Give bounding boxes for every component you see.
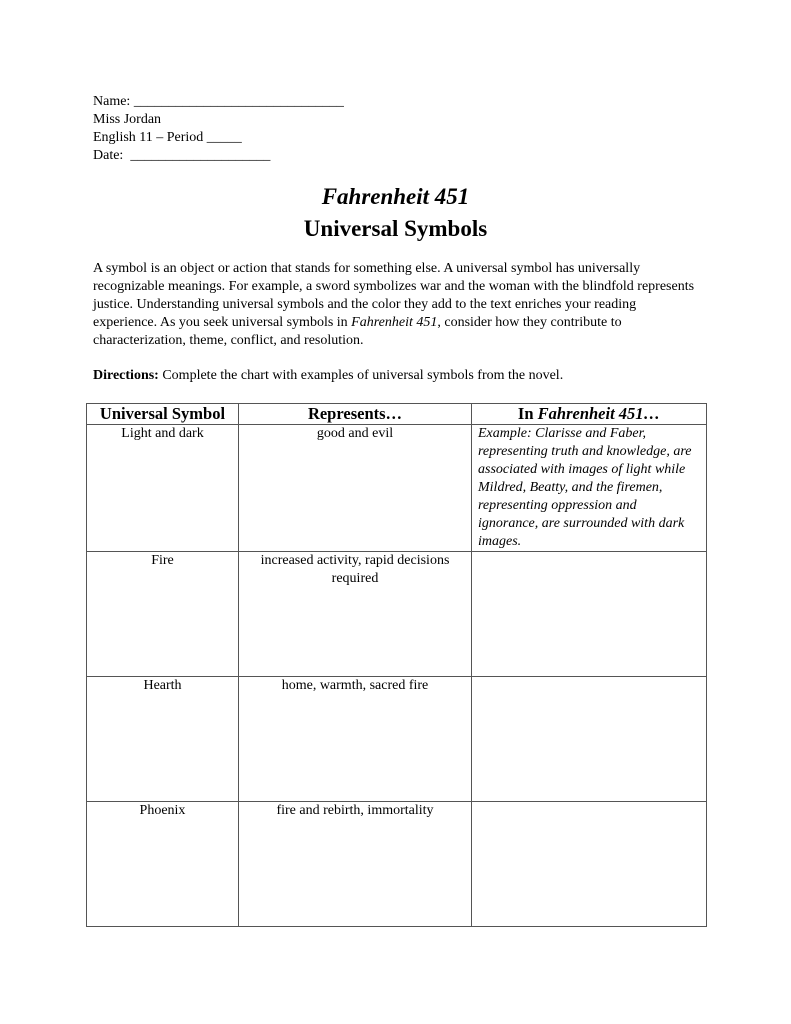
represents-cell: home, warmth, sacred fire — [239, 677, 472, 802]
symbol-cell: Phoenix — [87, 802, 239, 927]
chart-header-row — [87, 404, 707, 425]
table-row — [87, 677, 707, 802]
worksheet-title — [0, 181, 791, 245]
name-line[interactable]: Name: ______________________________ — [93, 94, 344, 109]
date-line[interactable]: Date: ____________________ — [93, 148, 271, 163]
intro-paragraph — [93, 260, 703, 350]
represents-cell: good and evil — [239, 425, 472, 552]
example-cell[interactable] — [472, 552, 707, 677]
table-row — [87, 802, 707, 927]
directions-paragraph — [93, 367, 703, 385]
page-title: Fahrenheit 451 — [321, 184, 470, 209]
teacher-name: Miss Jordan — [93, 112, 162, 127]
class-period-line[interactable]: English 11 – Period _____ — [93, 130, 242, 145]
intro-text-part1: A symbol is an object or action that stands for something else. A universal symbol has universally recognizable meanings. For example, a sword symbolizes war and the woman with the blindfold represents justice. Understanding universal symbols and the color they add to the text enriches your reading experience. As you seek universal symbols in — [93, 261, 695, 330]
header-in-prefix: In — [517, 404, 538, 423]
example-cell[interactable] — [472, 802, 707, 927]
header-in-fahrenheit — [472, 404, 707, 425]
table-row — [87, 552, 707, 677]
example-cell[interactable] — [472, 677, 707, 802]
header-in-book: Fahrenheit 451… — [537, 404, 661, 423]
represents-cell: increased activity, rapid decisions required — [239, 552, 472, 677]
directions-label: Directions: — [93, 368, 159, 383]
example-cell[interactable]: Example: Clarisse and Faber, representing truth and knowledge, are associated with images of light while Mildred, Beatty, and the firemen, representing oppression and ignorance, are surrounded with dark images. — [472, 425, 707, 552]
symbols-chart — [86, 403, 707, 927]
intro-text-part2: , consider how they contribute to characterization, theme, conflict, and resolution. — [93, 315, 622, 348]
directions-text: Complete the chart with examples of universal symbols from the novel. — [158, 368, 564, 383]
symbol-cell: Hearth — [87, 677, 239, 802]
table-row — [87, 425, 707, 552]
student-info-header — [93, 93, 344, 165]
header-represents: Represents… — [239, 404, 472, 425]
intro-book-title: Fahrenheit 451 — [351, 315, 438, 330]
page-subtitle: Universal Symbols — [303, 216, 488, 241]
represents-cell: fire and rebirth, immortality — [239, 802, 472, 927]
header-universal-symbol: Universal Symbol — [87, 404, 239, 425]
symbol-cell: Light and dark — [87, 425, 239, 552]
symbol-cell: Fire — [87, 552, 239, 677]
